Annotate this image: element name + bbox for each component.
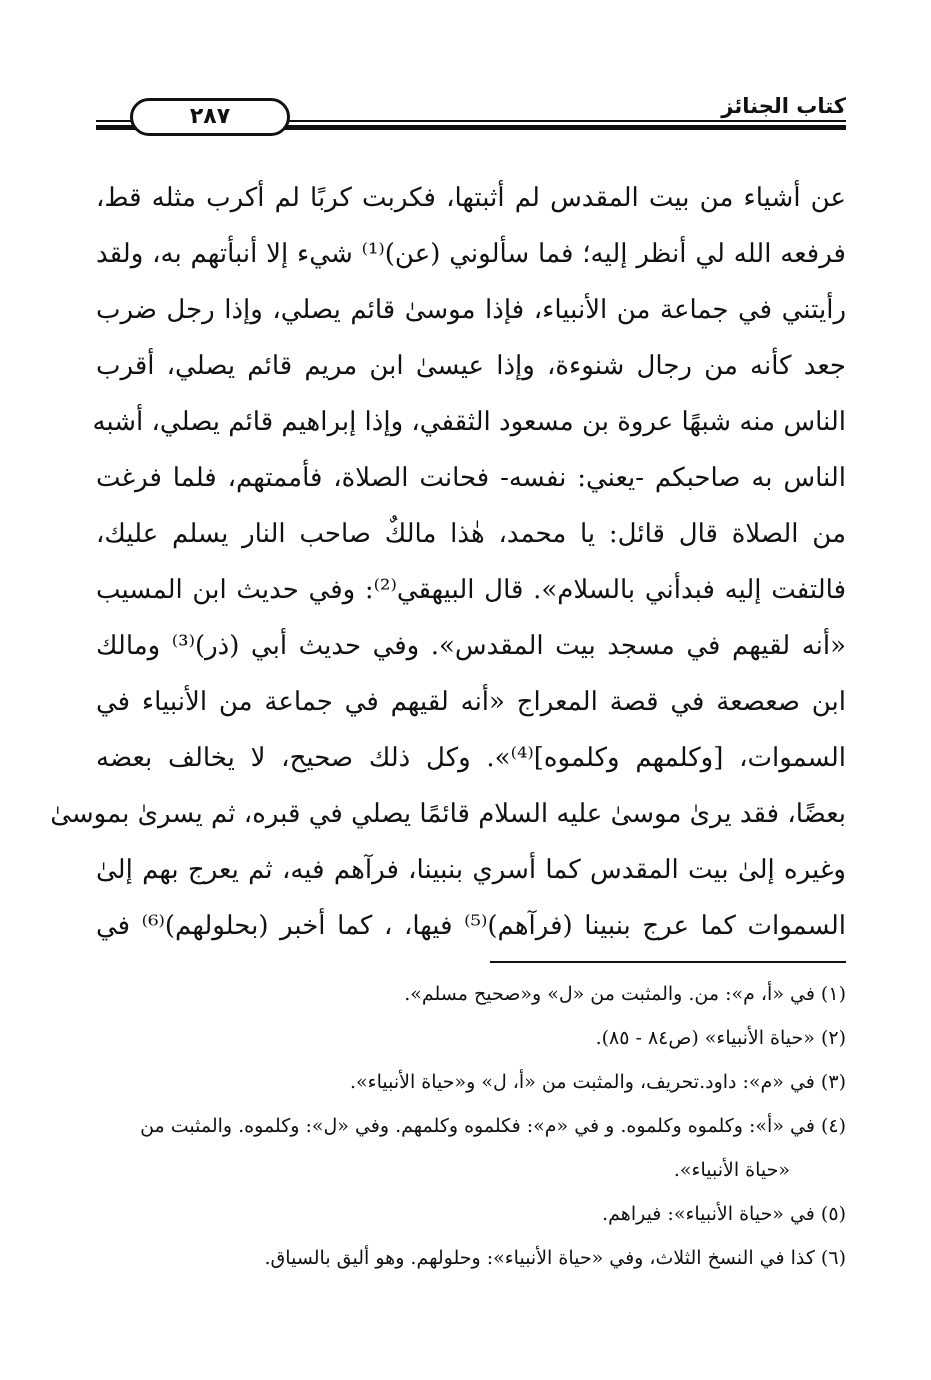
text-line: «أنه لقيهم في مسجد بيت المقدس». وفي حديث أبي (ذر)⁽³⁾ ومالك	[96, 631, 846, 661]
footnote-2: (٢) «حياة الأنبياء» (ص٨٤ - ٨٥).	[595, 1027, 846, 1049]
footnote-1: (١) في «أ، م»: من. والمثبت من «ل» و«صحيح مسلم».	[404, 983, 846, 1005]
text-line: وغيره إلىٰ بيت المقدس كما أسري بنبينا، فرآهم فيه، ثم يعرج بهم إلىٰ	[96, 855, 846, 885]
footnote-4-continuation: «حياة الأنبياء».	[673, 1159, 790, 1181]
main-text	[50, 170, 847, 954]
text-line: فالتفت إليه فبدأني بالسلام». قال البيهقي⁽²⁾: وفي حديث ابن المسيب	[96, 575, 846, 605]
text-line: الناس به صاحبكم -يعني: نفسه- فحانت الصلاة، فأممتهم، فلما فرغت	[96, 463, 846, 493]
page-header	[96, 88, 846, 138]
footnotes	[96, 972, 846, 1280]
text-line: السموات كما عرج بنبينا (فرآهم)⁽⁵⁾ فيها، ، كما أخبر (بحلولهم)⁽⁶⁾ في	[96, 911, 847, 941]
running-title: كتاب الجنائز	[721, 94, 846, 118]
footnote-4: (٤) في «أ»: وكلموه وكلموه. و في «م»: فكلموه وكلمهم. وفي «ل»: وكلموه. والمثبت من	[140, 1115, 846, 1137]
text-line: من الصلاة قال قائل: يا محمد، هٰذا مالكٌ صاحب النار يسلم عليك،	[96, 519, 846, 549]
text-line: بعضًا، فقد يرىٰ موسىٰ عليه السلام قائمًا يصلي في قبره، ثم يسرىٰ بموسىٰ	[50, 799, 846, 829]
footnote-separator	[490, 961, 846, 963]
text-line: فرفعه الله لي أنظر إليه؛ فما سألوني (عن)⁽¹⁾ شيء إلا أنبأتهم به، ولقد	[96, 239, 846, 269]
footnote-5: (٥) في «حياة الأنبياء»: فيراهم.	[602, 1203, 846, 1225]
text-line: الناس منه شبهًا عروة بن مسعود الثقفي، وإذا إبراهيم قائم يصلي، أشبه	[92, 407, 846, 437]
text-line: جعد كأنه من رجال شنوءة، وإذا عيسىٰ ابن مريم قائم يصلي، أقرب	[96, 351, 846, 381]
text-line: عن أشياء من بيت المقدس لم أثبتها، فكربت كربًا لم أكرب مثله قط،	[96, 183, 846, 213]
footnote-3: (٣) في «م»: داود.تحريف، والمثبت من «أ، ل» و«حياة الأنبياء».	[349, 1071, 846, 1093]
text-line: ابن صعصعة في قصة المعراج «أنه لقيهم في جماعة من الأنبياء في	[96, 687, 847, 717]
text-line: رأيتني في جماعة من الأنبياء، فإذا موسىٰ قائم يصلي، وإذا رجل ضرب	[96, 295, 846, 325]
footnote-6: (٦) كذا في النسخ الثلاث، وفي «حياة الأنبياء»: وحلولهم. وهو أليق بالسياق.	[264, 1247, 846, 1269]
text-line: السموات، [وكلمهم وكلموه]⁽⁴⁾». وكل ذلك صحيح، لا يخالف بعضه	[96, 743, 846, 773]
page-number: ٢٨٧	[130, 98, 290, 136]
